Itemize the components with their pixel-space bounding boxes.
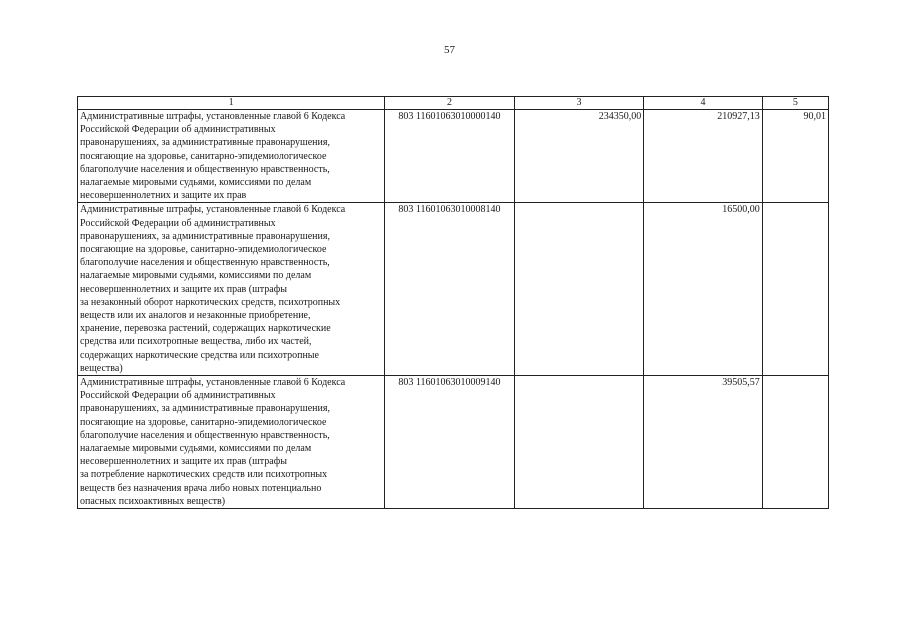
row-value-col4: 16500,00	[644, 203, 762, 376]
table-row	[78, 110, 829, 203]
page-number: 57	[444, 44, 455, 56]
column-header-1: 1	[78, 97, 385, 110]
column-header-3: 3	[514, 97, 644, 110]
row-value-col3: 234350,00	[514, 110, 644, 203]
revenue-table	[77, 96, 829, 509]
row-value-col3	[514, 376, 644, 509]
row-value-col4: 39505,57	[644, 376, 762, 509]
row-code: 803 11601063010000140	[385, 110, 515, 203]
row-value-col4: 210927,13	[644, 110, 762, 203]
row-value-col3	[514, 203, 644, 376]
column-header-5: 5	[762, 97, 828, 110]
row-description: Административные штрафы, установленные главой 6 Кодекса Российской Федерации об административных правонарушениях, за административные правонарушения, посягающие на здоровье, санитарно-эпидемиологическое благополучие населения и общественную нравственность, налагаемые мировыми судьями, комиссиями по делам несовершеннолетних и защите их прав	[78, 110, 385, 203]
row-value-col5: 90,01	[762, 110, 828, 203]
row-description: Административные штрафы, установленные главой 6 Кодекса Российской Федерации об административных правонарушениях, за административные правонарушения, посягающие на здоровье, санитарно-эпидемиологическое благополучие населения и общественную нравственность, налагаемые мировыми судьями, комиссиями по делам несовершеннолетних и защите их прав (штрафы за потребление наркотических средств или психотропных веществ без назначения врача либо новых потенциально опасных психоактивных веществ)	[78, 376, 385, 509]
table-row	[78, 203, 829, 376]
table-row	[78, 376, 829, 509]
row-code: 803 11601063010009140	[385, 376, 515, 509]
row-value-col5	[762, 376, 828, 509]
row-code: 803 11601063010008140	[385, 203, 515, 376]
column-header-2: 2	[385, 97, 515, 110]
row-description: Административные штрафы, установленные главой 6 Кодекса Российской Федерации об административных правонарушениях, за административные правонарушения, посягающие на здоровье, санитарно-эпидемиологическое благополучие населения и общественную нравственность, налагаемые мировыми судьями, комиссиями по делам несовершеннолетних и защите их прав (штрафы за незаконный оборот наркотических средств, психотропных веществ или их аналогов и незаконные приобретение, хранение, перевозка растений, содержащих наркотические средства или психотропные вещества, либо их частей, содержащих наркотические средства или психотропные вещества)	[78, 203, 385, 376]
row-value-col5	[762, 203, 828, 376]
header-row	[78, 97, 829, 110]
column-header-4: 4	[644, 97, 762, 110]
